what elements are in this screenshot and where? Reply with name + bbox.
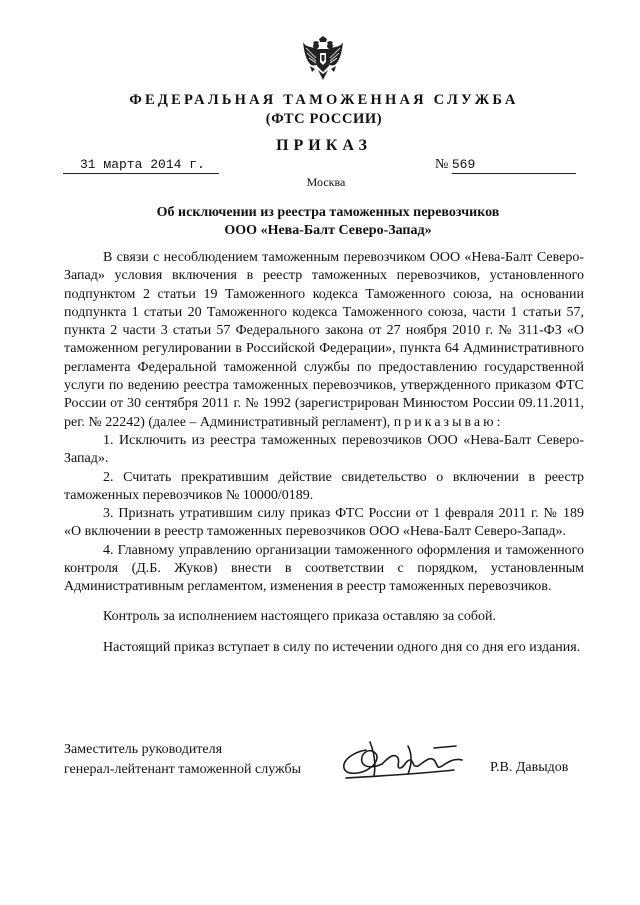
order-item-2: 2. Считать прекратившим действие свидетельство о включении в реестр таможенных перевозчиков № 10000/0189. <box>64 469 584 503</box>
order-item-1: 1. Исключить из реестра таможенных перевозчиков ООО «Нева-Балт Северо-Запад». <box>64 432 584 467</box>
position-line-2: генерал-лейтенант таможенной службы <box>64 762 302 777</box>
control-paragraph: Контроль за исполнением настоящего приказа оставляю за собой. <box>103 608 497 624</box>
handwritten-signature <box>338 738 472 782</box>
number-sign: № <box>435 157 449 172</box>
signer-name: Р.В. Давыдов <box>490 760 569 775</box>
order-word: приказываю: <box>393 414 504 430</box>
order-item-4: 4. Главному управлению организации таможенного оформления и таможенного контроля (Д.Б. Жуков) внести в соответствии с порядком, установленным Административным регламентом, изменения в реестр таможенных перевозчиков. <box>64 542 584 595</box>
coat-of-arms-icon <box>302 36 344 82</box>
document-type: ПРИКАЗ <box>276 137 372 154</box>
number-value: 569 <box>451 157 476 172</box>
org-name: ФЕДЕРАЛЬНАЯ ТАМОЖЕННАЯ СЛУЖБА <box>129 92 519 108</box>
order-date: 31 марта 2014 г. <box>80 157 205 172</box>
position-line-1: Заместитель руководителя <box>64 742 223 757</box>
effective-paragraph: Настоящий приказ вступает в силу по истечении одного дня со дня его издания. <box>103 639 581 655</box>
order-number <box>435 157 475 173</box>
order-item-3: 3. Признать утратившим силу приказ ФТС России от 1 февраля 2011 г. № 189 «О включении в реестр таможенных перевозчиков ООО «Нева-Балт Северо-Запад». <box>64 506 584 540</box>
preamble-text: В связи с несоблюдением таможенным перевозчиком ООО «Нева-Балт Северо-Запад» условия включения в реестр таможенных перевозчиков, установленного подпунктом 2 статьи 19 Таможенного кодекса Таможенного союза, на основании подпункта 1 статьи 20 Таможенного кодекса Таможенного союза, части 1 статьи 57, пункта 2 части 3 статьи 57 Федерального закона от 27 ноября 2010 г. № 311-ФЗ «О таможенном регулировании в Российской Федерации», пункта 64 Административного регламента Федеральной таможенной службы по предоставлению государственной услуги по ведению реестра таможенных перевозчиков, утвержденного приказом ФТС России от 30 сентября 2011 г. № 1992 (зарегистрирован Минюстом России 09.11.2011, рег. № 22242) (далее – Административный регламент), <box>64 250 584 430</box>
title-line-2: ООО «Нева-Балт Северо-Запад» <box>224 223 432 238</box>
org-short-name: (ФТС РОССИИ) <box>265 111 383 127</box>
city: Москва <box>306 175 346 189</box>
preamble-paragraph <box>64 249 584 432</box>
document-body <box>64 249 584 657</box>
date-underline <box>63 173 219 174</box>
title-line-1: Об исключении из реестра таможенных перевозчиков <box>156 205 500 220</box>
signer-position <box>64 740 301 780</box>
document-title <box>0 204 640 240</box>
number-underline <box>452 173 576 174</box>
